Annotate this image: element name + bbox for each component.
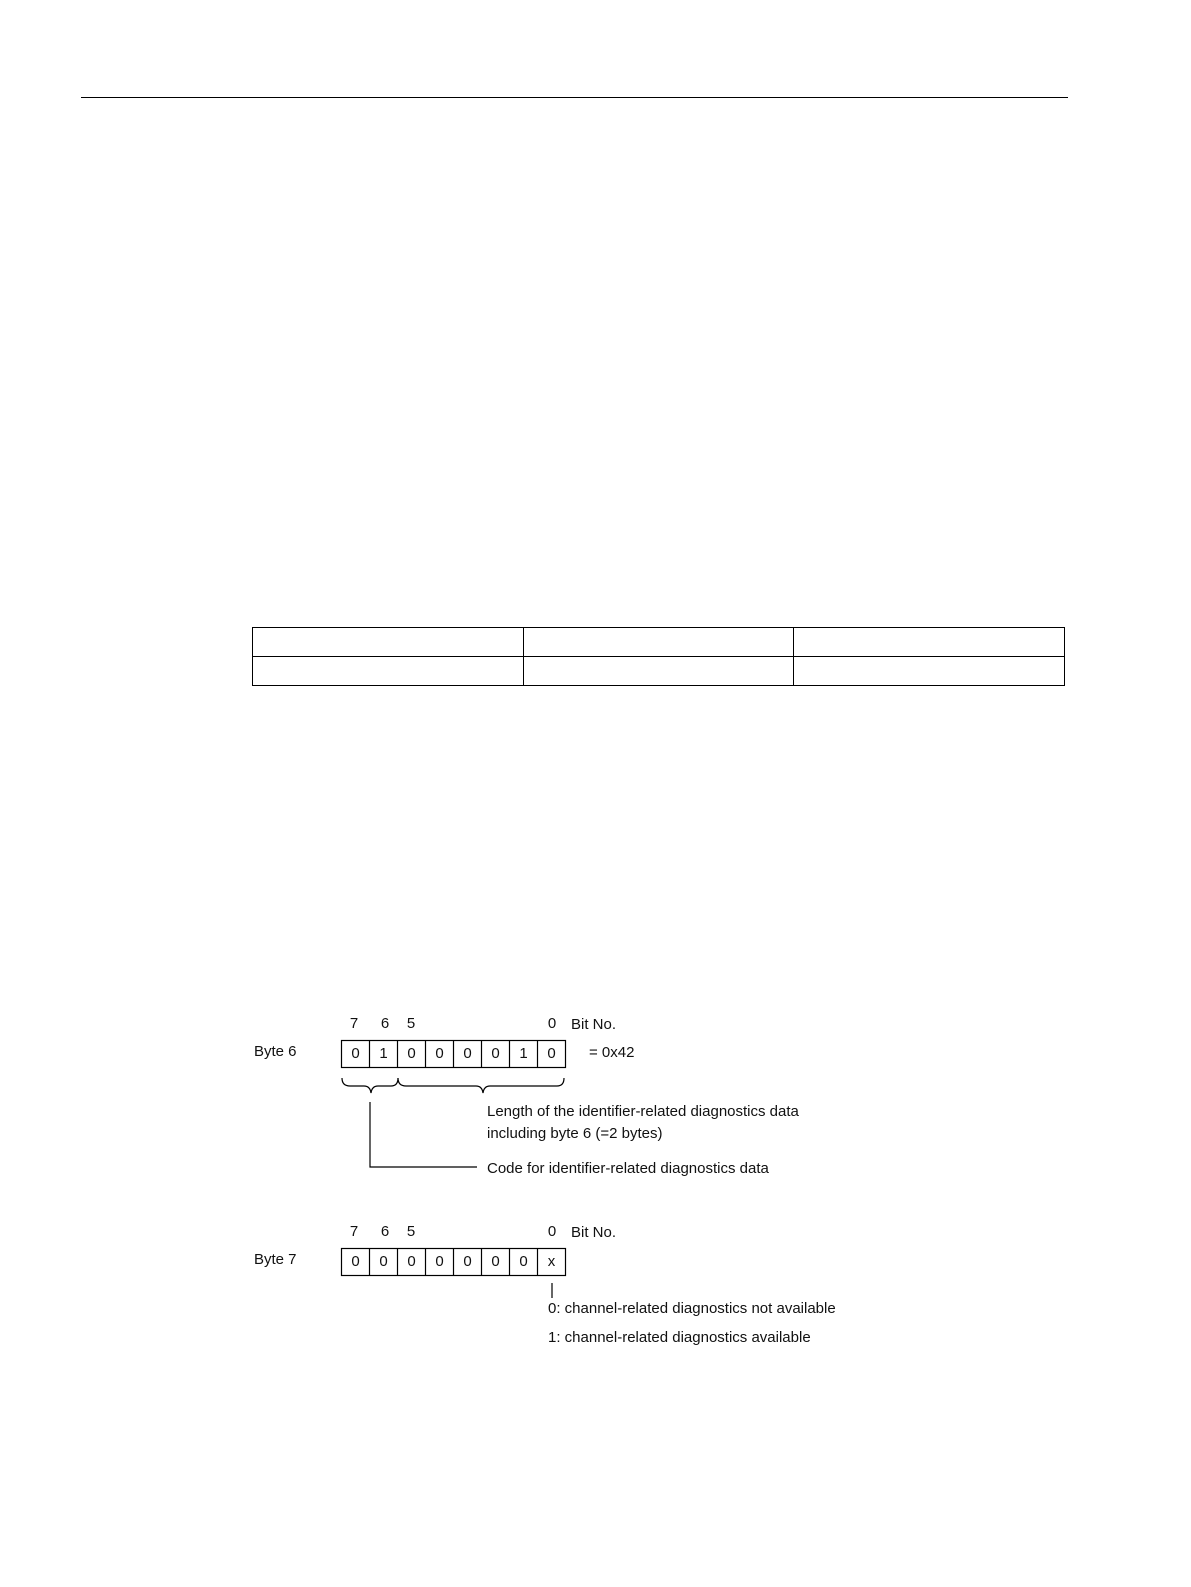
- byte7-bit-2: 0: [491, 1253, 500, 1270]
- byte6-bit-6: 1: [379, 1045, 388, 1062]
- byte7-bit-0: x: [547, 1253, 556, 1270]
- bit0-annotation-line2: 1: channel-related diagnostics available: [548, 1329, 811, 1346]
- byte7-bit-5: 0: [407, 1253, 416, 1270]
- byte6-bitno-label: Bit No.: [571, 1016, 617, 1033]
- byte7-label: Byte 7: [254, 1251, 297, 1268]
- byte6-group: [254, 1015, 800, 1177]
- byte7-group: [254, 1223, 836, 1346]
- byte6-bit-7: 0: [351, 1045, 360, 1062]
- length-annotation-line2: including byte 6 (=2 bytes): [487, 1125, 663, 1142]
- byte7-bitno-5: 5: [406, 1223, 416, 1240]
- byte6-bit-1: 1: [519, 1045, 528, 1062]
- byte6-bit-3: 0: [463, 1045, 472, 1062]
- byte7-bitno-6: 6: [380, 1223, 390, 1240]
- length-brace: [398, 1078, 564, 1093]
- byte6-bit-0: 0: [547, 1045, 556, 1062]
- byte7-bit-7: 0: [351, 1253, 360, 1270]
- code-brace: [342, 1078, 398, 1093]
- byte6-value: = 0x42: [589, 1044, 635, 1061]
- byte6-bitno-5: 5: [406, 1015, 416, 1032]
- bit0-annotation-line1: 0: channel-related diagnostics not available: [548, 1300, 836, 1317]
- byte6-bitno-7: 7: [349, 1015, 359, 1032]
- byte6-bit-4: 0: [435, 1045, 444, 1062]
- byte6-bitno-0: 0: [547, 1015, 557, 1032]
- byte6-bit-5: 0: [407, 1045, 416, 1062]
- byte6-label: Byte 6: [254, 1043, 297, 1060]
- byte7-bit-3: 0: [463, 1253, 472, 1270]
- byte7-bit-4: 0: [435, 1253, 444, 1270]
- byte7-bitno-label: Bit No.: [571, 1224, 617, 1241]
- byte7-bit-1: 0: [519, 1253, 528, 1270]
- byte7-bitno-7: 7: [349, 1223, 359, 1240]
- code-leader-line: [370, 1102, 477, 1167]
- code-annotation: Code for identifier-related diagnostics data: [487, 1160, 769, 1177]
- length-annotation-line1: Length of the identifier-related diagnostics data: [487, 1103, 799, 1120]
- byte6-bitno-6: 6: [380, 1015, 390, 1032]
- byte7-bit-6: 0: [379, 1253, 388, 1270]
- byte6-bit-2: 0: [491, 1045, 500, 1062]
- byte7-bitno-0: 0: [547, 1223, 557, 1240]
